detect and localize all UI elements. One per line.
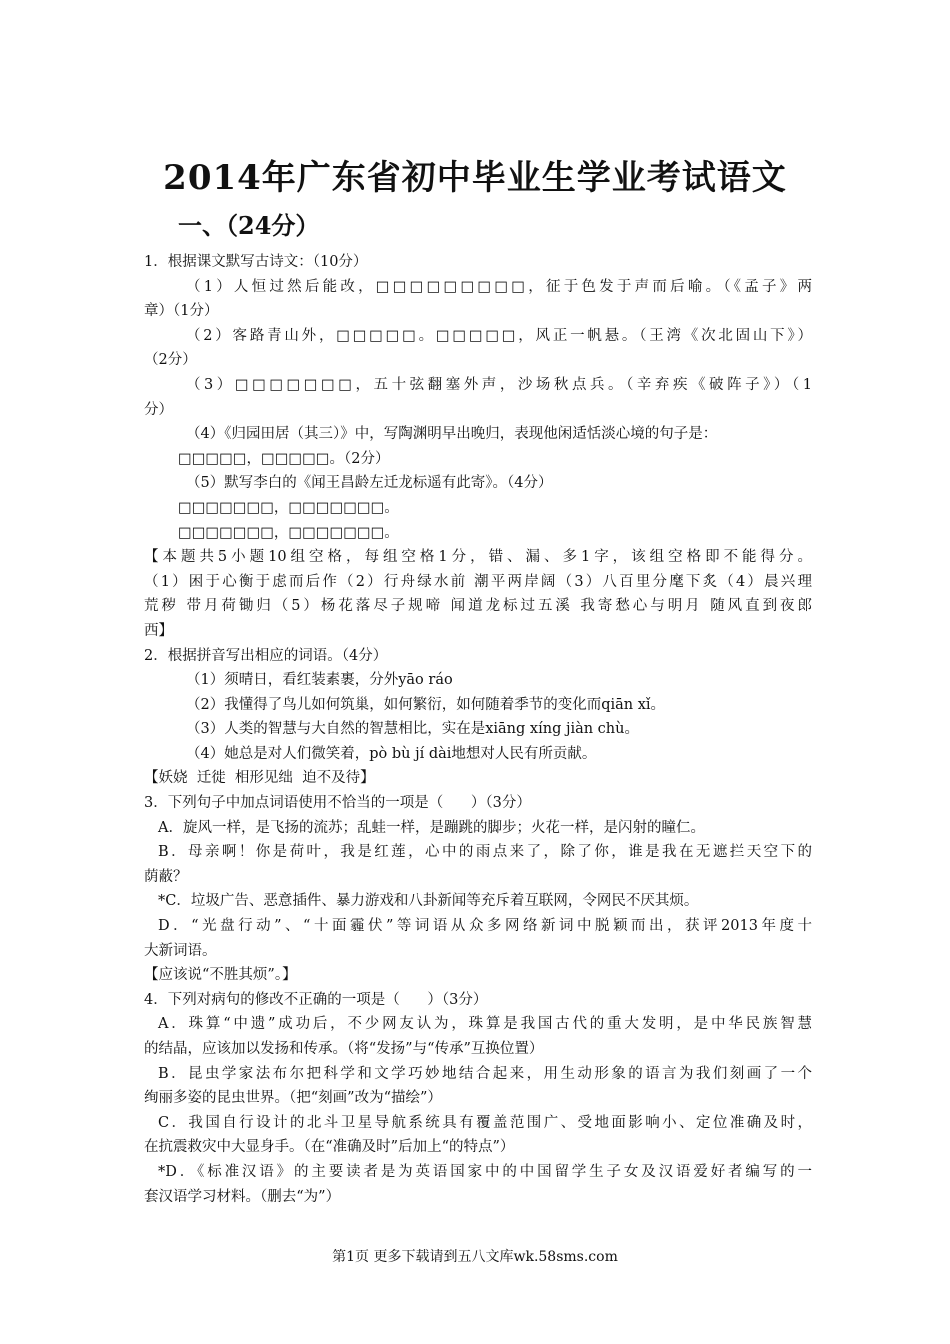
text-line: （3）人类的智慧与大自然的智慧相比，实在是xiāng xíng jiàn chù。	[186, 721, 639, 738]
text-line: 【应该说“不胜其烦”。】	[144, 967, 297, 984]
text-line: （2）客路青山外，□□□□□。□□□□□，风正一帆悬。（王湾《次北固山下》）	[186, 327, 812, 344]
text-line: 大新词语。	[144, 942, 217, 959]
text-line: （3）□□□□□□□，五十弦翻塞外声，沙场秋点兵。（辛弃疾《破阵子》）（1	[186, 376, 812, 393]
text-line: D．“光盘行动”、“十面霾伏”等词语从众多网络新词中脱颖而出，获评2013年度十	[158, 918, 812, 935]
text-line: 荫蔽？	[144, 868, 188, 885]
text-line: □□□□□，□□□□□。（2分）	[178, 450, 390, 467]
text-line: （1）人恒过然后能改，□□□□□□□□□，征于色发于声而后喻。（《孟子》两	[186, 278, 812, 295]
document-body	[144, 250, 812, 1209]
text-line: （2分）	[144, 352, 197, 369]
text-line: （1）困于心衡于虑而后作（2）行舟绿水前 潮平两岸阔（3）八百里分麾下炙（4）晨兴理	[144, 573, 812, 590]
text-line: 套汉语学习材料。（删去“为”）	[144, 1188, 341, 1205]
text-line: B．昆虫学家法布尔把科学和文学巧妙地结合起来，用生动形象的语言为我们刻画了一个	[158, 1065, 812, 1082]
text-line: 1．根据课文默写古诗文：（10分）	[144, 254, 368, 270]
section-heading: 一、（24分）	[178, 211, 320, 240]
text-line: 【妖娆 迁徙 相形见绌 迫不及待】	[144, 770, 375, 787]
text-line: 荒秽 带月荷锄归（5）杨花落尽子规啼 闻道龙标过五溪 我寄愁心与明月 随风直到夜郎	[144, 598, 812, 615]
text-line: □□□□□□□，□□□□□□□。	[178, 499, 399, 516]
text-line: 分）	[144, 401, 173, 418]
text-line: （4）她总是对人们微笑着，pò bù jí dài地想对人民有所贡献。	[186, 745, 597, 762]
text-line: C．我国自行设计的北斗卫星导航系统具有覆盖范围广、受地面影响小、定位准确及时，	[158, 1114, 812, 1131]
text-line: *C．垃圾广告、恶意插件、暴力游戏和八卦新闻等充斥着互联网，令网民不厌其烦。	[158, 893, 699, 910]
text-line: （1）须晴日，看红装素裹，分外yāo ráo	[186, 672, 453, 689]
text-line: A．旋风一样，是飞扬的流苏；乱蛙一样，是蹦跳的脚步；火花一样，是闪射的瞳仁。	[158, 819, 705, 836]
text-line: （2）我懂得了鸟儿如何筑巢，如何繁衍，如何随着季节的变化而qiān xǐ。	[186, 696, 666, 713]
exam-title: 2014年广东省初中毕业生学业考试语文	[163, 158, 787, 198]
text-line: 在抗震救灾中大显身手。（在“准确及时”后加上“的特点”）	[144, 1139, 515, 1156]
text-line: 2．根据拼音写出相应的词语。（4分）	[144, 647, 388, 664]
text-line: 章）（1分）	[144, 303, 219, 320]
text-line: 绚丽多姿的昆虫世界。（把“刻画”改为“描绘”）	[144, 1090, 442, 1107]
text-line: （4）《归园田居（其三）》中，写陶渊明早出晚归，表现他闲适恬淡心境的句子是：	[186, 426, 718, 443]
text-line: 西】	[144, 622, 173, 639]
text-line: 4．下列对病句的修改不正确的一项是（ ）（3分）	[144, 991, 488, 1008]
text-line: A．珠算“中遗”成功后，不少网友认为，珠算是我国古代的重大发明，是中华民族智慧	[158, 1016, 812, 1033]
page-footer: 第1页 更多下载请到五八文库wk.58sms.com	[332, 1249, 618, 1265]
text-line: 3．下列句子中加点词语使用不恰当的一项是（ ）（3分）	[144, 795, 531, 812]
text-line: B．母亲啊！你是荷叶，我是红莲，心中的雨点来了，除了你，谁是我在无遮拦天空下的	[158, 844, 812, 861]
text-line: 的结晶，应该加以发扬和传承。（将“发扬”与“传承”互换位置）	[144, 1041, 544, 1057]
text-line: *D．《标准汉语》的主要读者是为英语国家中的中国留学生子女及汉语爱好者编写的一	[158, 1163, 812, 1180]
text-line: □□□□□□□，□□□□□□□。	[178, 524, 399, 541]
text-line: 【本题共5小题10组空格，每组空格1分，错、漏、多1字，该组空格即不能得分。	[144, 549, 812, 566]
text-line: （5）默写李白的《闻王昌龄左迁龙标遥有此寄》。（4分）	[186, 475, 553, 492]
